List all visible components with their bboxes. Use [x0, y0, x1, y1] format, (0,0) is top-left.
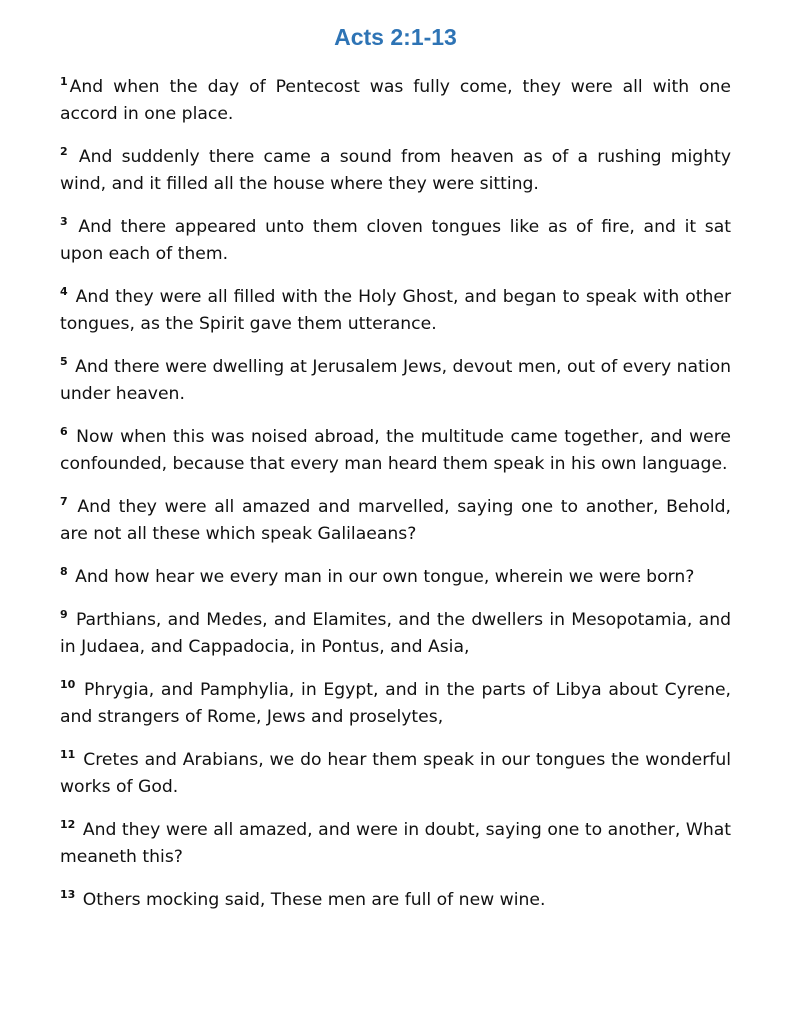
verse-8 — [60, 564, 731, 591]
verse-number: 13 — [60, 888, 76, 902]
verse-text: Others mocking said, These men are full of new wine. — [82, 890, 546, 910]
verse-12 — [60, 817, 731, 871]
verse-13 — [60, 887, 731, 914]
page-title: Acts 2:1-13 — [334, 24, 457, 50]
verse-text: Parthians, and Medes, and Elamites, and the dwellers in Mesopotamia, and in Judaea, and Cappadocia, in Pontus, and Asia, — [60, 610, 731, 657]
verse-number: 12 — [60, 818, 76, 832]
verse-number: 10 — [60, 678, 76, 692]
verse-number: 9 — [60, 608, 68, 622]
verse-number: 5 — [60, 355, 68, 369]
verse-text: And how hear we every man in our own tongue, wherein we were born? — [75, 567, 695, 587]
verse-9 — [60, 607, 731, 661]
verse-2 — [60, 144, 731, 198]
verse-3 — [60, 214, 731, 268]
verse-text: And they were all filled with the Holy Ghost, and began to speak with other tongues, as the Spirit gave them utterance. — [60, 287, 732, 334]
verse-number: 6 — [60, 425, 68, 439]
verse-text: Cretes and Arabians, we do hear them speak in our tongues the wonderful works of God. — [60, 750, 731, 797]
verse-text: Now when this was noised abroad, the multitude came together, and were confounded, because that every man heard them speak in his own language. — [60, 427, 731, 474]
verse-number: 3 — [60, 215, 68, 229]
verse-4 — [60, 284, 731, 338]
verse-number: 8 — [60, 565, 68, 579]
verse-1 — [60, 74, 731, 128]
verse-number: 11 — [60, 748, 76, 762]
verse-number: 1 — [60, 75, 68, 89]
verse-text: And they were all amazed and marvelled, saying one to another, Behold, are not all these which speak Galilaeans? — [60, 497, 732, 544]
verse-number: 4 — [60, 285, 68, 299]
verse-6 — [60, 424, 731, 478]
verse-number: 2 — [60, 145, 68, 159]
verse-7 — [60, 494, 731, 548]
verse-5 — [60, 354, 731, 408]
verse-text: And there appeared unto them cloven tongues like as of fire, and it sat upon each of them. — [60, 217, 732, 264]
verse-10 — [60, 677, 731, 731]
verse-text: And when the day of Pentecost was fully come, they were all with one accord in one place. — [60, 77, 731, 124]
verse-11 — [60, 747, 731, 801]
verse-text: Phrygia, and Pamphylia, in Egypt, and in the parts of Libya about Cyrene, and strangers of Rome, Jews and proselytes, — [60, 680, 732, 727]
verse-list — [60, 74, 731, 930]
verse-text: And they were all amazed, and were in doubt, saying one to another, What meaneth this? — [60, 820, 732, 867]
verse-text: And there were dwelling at Jerusalem Jews, devout men, out of every nation under heaven. — [60, 357, 731, 404]
verse-text: And suddenly there came a sound from heaven as of a rushing mighty wind, and it filled all the house where they were sitting. — [60, 147, 731, 194]
verse-number: 7 — [60, 495, 68, 509]
